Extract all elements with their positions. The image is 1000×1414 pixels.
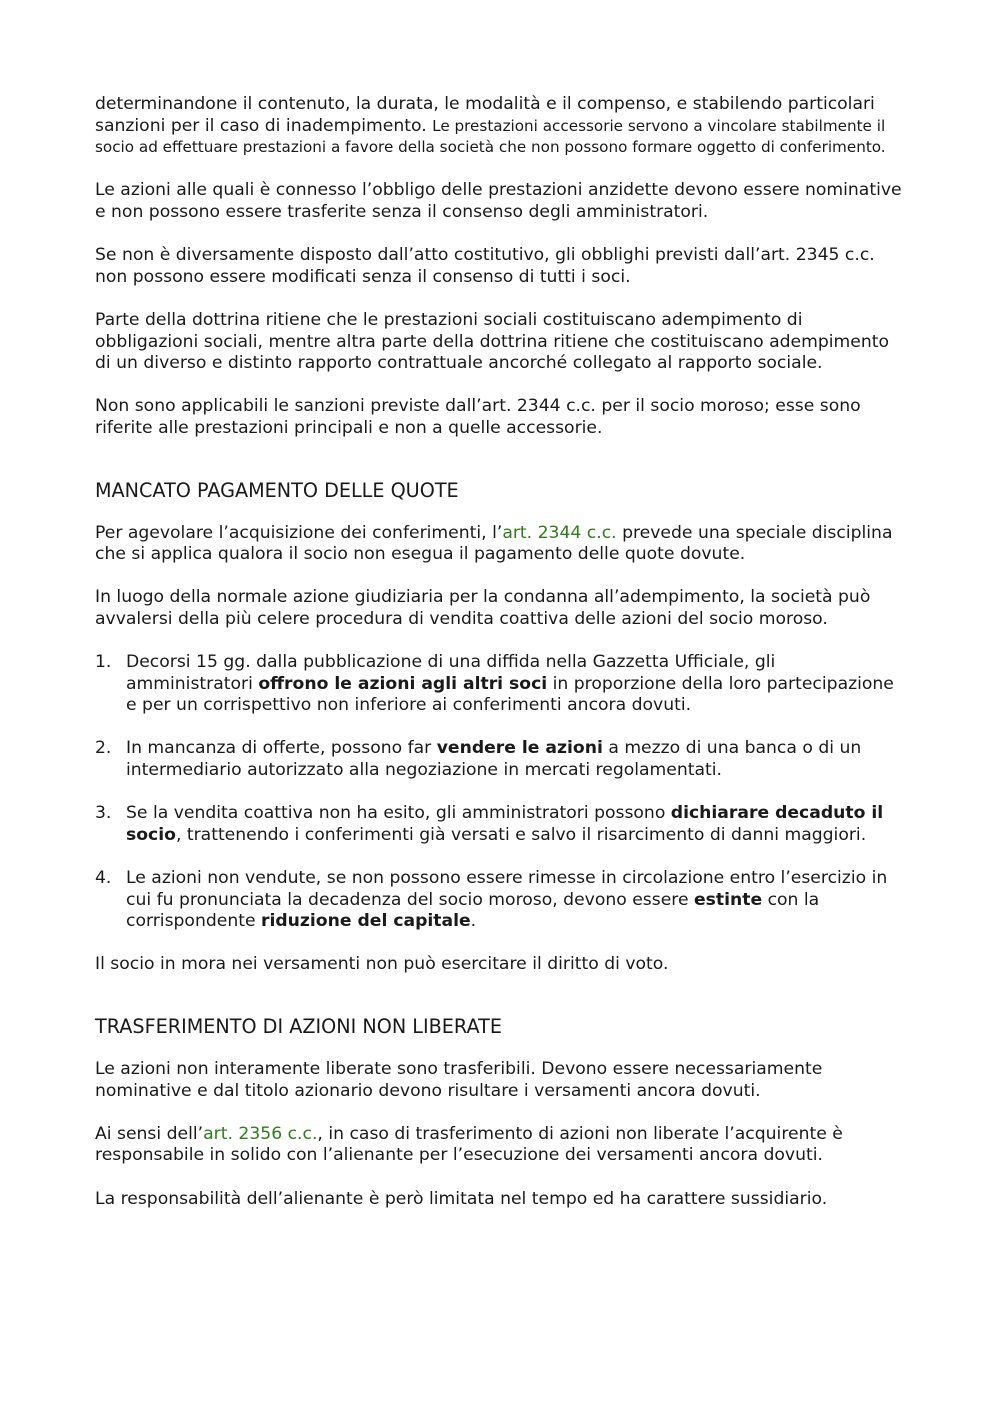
link-art-2356[interactable]: art. 2356 c.c. [203, 1123, 318, 1144]
paragraph-liability-limited: La responsabilità dell’alienante è però limitata nel tempo ed ha carattere sussidiario. [95, 1188, 828, 1209]
paragraph-accessory-intro [95, 94, 905, 159]
list-item: 1. Decorsi 15 gg. dalla pubblicazione di una diffida nella Gazzetta Ufficiale, gli amministratori offrono le azioni agli altri soci in proporzione della loro partecipazione e per un corrispettivo non inferiore ai conferimenti ancora dovuti. [95, 652, 894, 716]
paragraph-art-2356: Ai sensi dell’art. 2356 c.c., in caso di trasferimento di azioni non liberate l’acquirente è responsabile in solido con l’alienante per l’esecuzione dei versamenti ancora dovuti. [95, 1123, 843, 1166]
list-item: 4. Le azioni non vendute, se non possono essere rimesse in circolazione entro l’esercizio in cui fu pronunciata la decadenza del socio moroso, devono essere estinte con la corrispondente riduzione del capitale. [95, 868, 888, 932]
paragraph-nominative-shares: Le azioni alle quali è connesso l’obbligo delle prestazioni anzidette devono essere nominative e non possono essere trasferite senza il consenso degli amministratori. [95, 180, 902, 222]
paragraph-text: determinandone il contenuto, la durata, le modalità e il compenso, e stabilendo particolari sanzioni per il caso di inadempimento. [95, 94, 875, 136]
paragraph-sanctions: Non sono applicabili le sanzioni previste dall’art. 2344 c.c. per il socio moroso; esse sono riferite alle prestazioni principali e non a quelle accessorie. [95, 396, 861, 438]
procedure-list [95, 652, 905, 933]
paragraph-transferable: Le azioni non interamente liberate sono trasferibili. Devono essere necessariamente nominative e dal titolo azionario devono risultare i versamenti ancora dovuti. [95, 1058, 823, 1101]
paragraph-voting-right: Il socio in mora nei versamenti non può esercitare il diritto di voto. [95, 954, 669, 975]
section-heading-mancato-pagamento: MANCATO PAGAMENTO DELLE QUOTE [95, 478, 459, 502]
paragraph-art-2344: Per agevolare l’acquisizione dei conferimenti, l’art. 2344 c.c. prevede una speciale disciplina che si applica qualora il socio non esegua il pagamento delle quote dovute. [95, 522, 893, 565]
document-page [95, 94, 905, 1232]
link-art-2344[interactable]: art. 2344 c.c. [502, 522, 617, 543]
paragraph-small-text: Le prestazioni accessorie servono a vincolare stabilmente il socio ad effettuare prestazioni a favore della società che non possono formare oggetto di conferimento. [95, 116, 886, 157]
section-heading-trasferimento: TRASFERIMENTO DI AZIONI NON LIBERATE [95, 1014, 502, 1038]
paragraph-coercive-sale: In luogo della normale azione giudiziaria per la condanna all’adempimento, la società può avvalersi della più celere procedura di vendita coattiva delle azioni del socio moroso. [95, 587, 871, 629]
paragraph-doctrine: Parte della dottrina ritiene che le prestazioni sociali costituiscano adempimento di obbligazioni sociali, mentre altra parte della dottrina ritiene che costituiscano adempimento di un diverso e distinto rapporto contrattuale ancorché collegato al rapporto sociale. [95, 309, 890, 374]
list-item: 3. Se la vendita coattiva non ha esito, gli amministratori possono dichiarare decaduto il socio, trattenendo i conferimenti già versati e salvo il risarcimento di danni maggiori. [95, 803, 884, 845]
paragraph-obligations: Se non è diversamente disposto dall’atto costitutivo, gli obblighi previsti dall’art. 2345 c.c. non possono essere modificati senza il consenso di tutti i soci. [95, 245, 875, 287]
list-item: 2. In mancanza di offerte, possono far vendere le azioni a mezzo di una banca o di un intermediario autorizzato alla negoziazione in mercati regolamentati. [95, 738, 862, 781]
